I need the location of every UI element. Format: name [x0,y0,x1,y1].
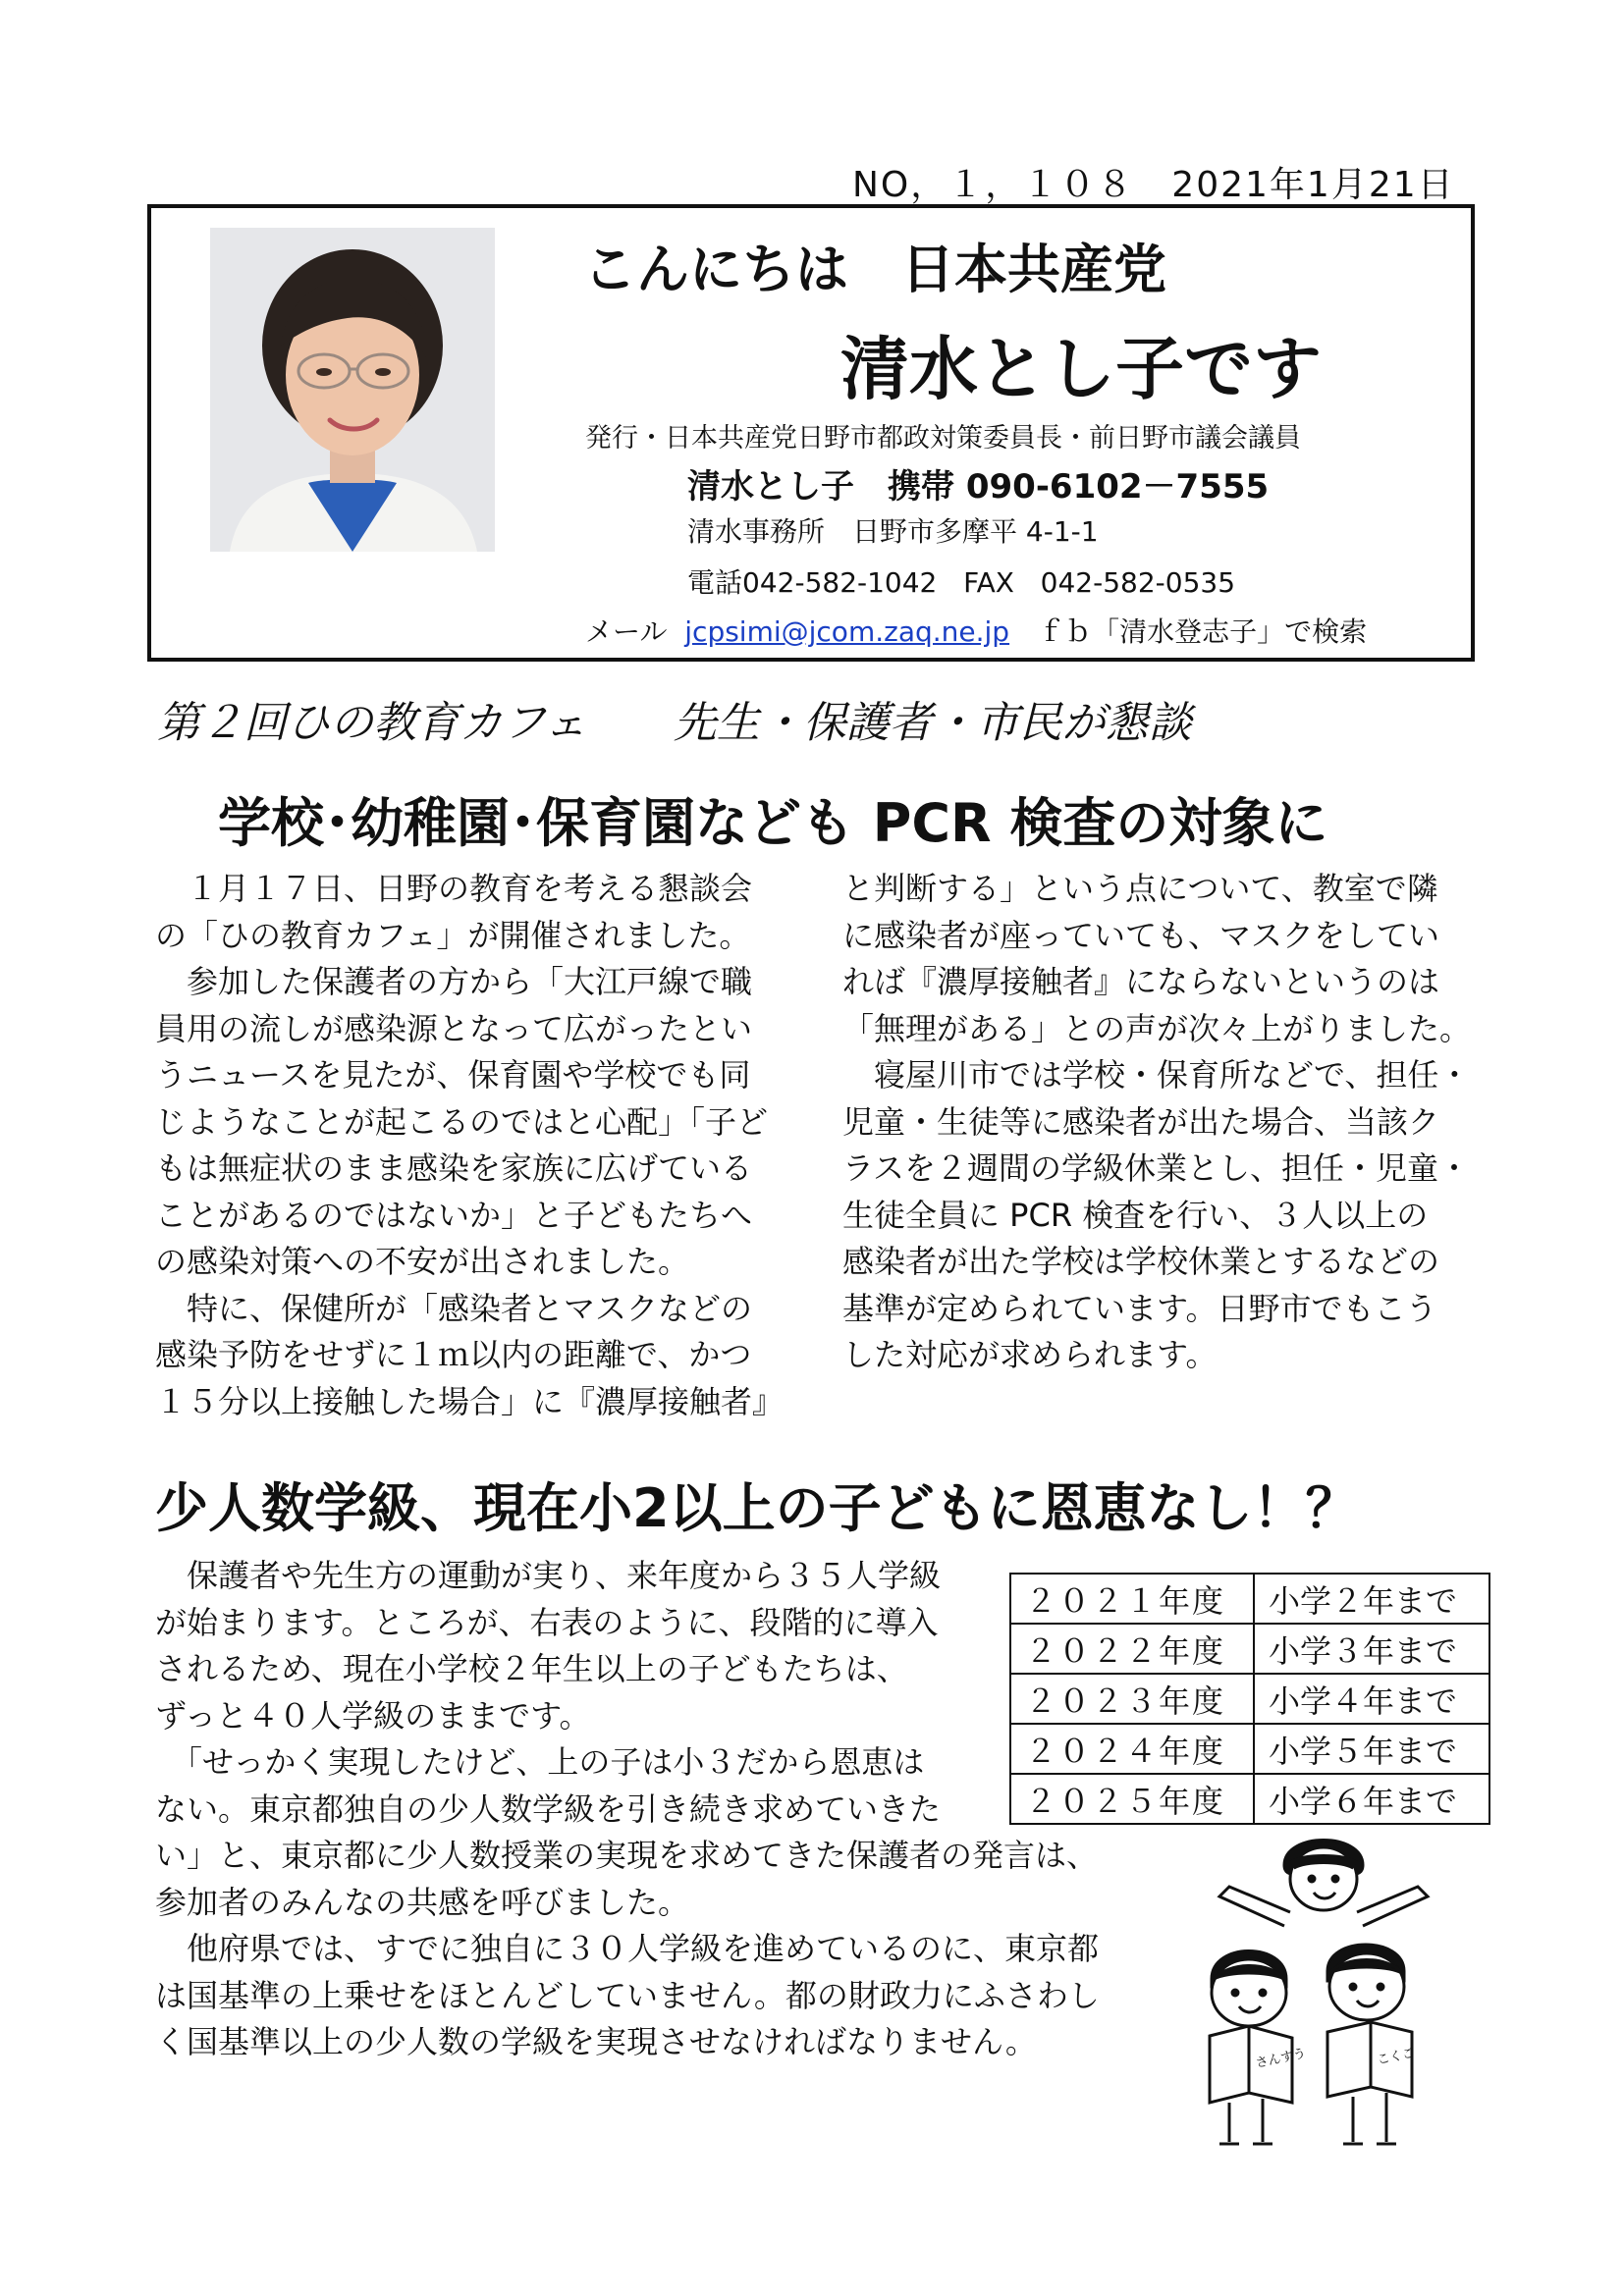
class-size-schedule-table [1009,1573,1490,1825]
contact-name: 清水とし子 携帯 [687,467,954,507]
publisher-line: 発行・日本共産党日野市都政対策委員長・前日野市議会議員 [585,423,1301,454]
facebook-note: ｆｂ「清水登志子」で検索 [1037,615,1368,648]
text-line: 特に、保健所が「感染者とマスクなどの [155,1289,753,1327]
text-line: じようなことが起こるのではと心配」「子ど [155,1102,769,1141]
headline-small-classes: 少人数学級、現在小2以上の子どもに恩恵なし！？ [155,1477,1359,1539]
text-line: もは無症状のまま感染を家族に広げている [155,1149,753,1187]
text-line: れば『濃厚接触者』にならないというのは [842,963,1440,1000]
fax-number: 042-582-0535 [1040,566,1236,599]
text-line: 「せっかく実現したけど、上の子は小３だから恩恵は [155,1743,925,1781]
text-line: く国基準以上の少人数の学級を実現させなければなりません。 [155,2023,1037,2060]
year-cell: ２０２２年度 [1010,1624,1254,1674]
text-line: 生徒全員に PCR 検査を行い、３人以上の [842,1196,1429,1234]
text-line: 感染予防をせずに１ｍ以内の距離で、かつ [155,1336,752,1373]
text-line: の「ひの教育カフェ」が開催されました。 [155,916,751,954]
text-line: ずっと４０人学級のままです。 [155,1696,591,1735]
text-line: が始まります。ところが、右表のように、段階的に導入 [155,1603,939,1641]
text-line: 員用の流しが感染源となって広がったとい [155,1009,753,1047]
book-label-japanese: こくご [1376,2046,1417,2068]
phone-number: 042-582-1042 [742,566,938,599]
table-row [1010,1624,1489,1674]
issue-line [852,157,1455,207]
text-line: 感染者が出た学校は学校休業とするなどの [842,1243,1440,1280]
office-label: 清水事務所 [687,515,826,548]
fax-label: FAX [963,566,1014,599]
headline-pcr: 学校･幼稚園･保育園なども PCR 検査の対象に [218,792,1328,854]
event-kicker: 第２回ひの教育カフェ 先生・保護者・市民が懇談 [157,698,1192,748]
text-line: に感染者が座っていても、マスクをしてい [842,916,1440,954]
text-line: 参加した保護者の方から「大江戸線で職 [155,963,753,1000]
issue-date: 2021年1月21日 [1171,165,1455,205]
text-line: ラスを２週間の学級休業とし、担任・児童・ [842,1149,1471,1187]
grade-cell: 小学４年まで [1254,1674,1489,1724]
text-line: 「無理がある」との声が次々上がりました。 [842,1009,1472,1047]
text-line: １５分以上接触した場合」に『濃厚接触者』 [155,1382,785,1420]
office-line [687,510,1099,550]
mail-line [585,611,1367,650]
year-cell: ２０２４年度 [1010,1724,1254,1774]
year-cell: ２０２３年度 [1010,1674,1254,1724]
text-line: と判断する」という点について、教室で隣 [842,870,1438,907]
text-line: は国基準の上乗せをほとんどしていません。都の財政力にふさわし [155,1976,1100,2014]
text-line: ことがあるのではないか」と子どもたちへ [155,1196,753,1234]
office-address: 日野市多摩平 4-1-1 [852,515,1099,548]
table-row [1010,1674,1489,1724]
article-section2-upper [155,1553,1000,1833]
book-label-math: さんすう [1254,2046,1308,2072]
grade-cell: 小学２年まで [1254,1574,1489,1624]
article-column-left [155,866,795,1425]
year-cell: ２０２１年度 [1010,1574,1254,1624]
text-line: ない。東京都独自の少人数学級を引き続き求めていきた [155,1789,942,1828]
text-line: した対応が求められます。 [842,1336,1218,1373]
table-row [1010,1724,1489,1774]
phone-fax-line [687,561,1235,601]
greeting-heading: こんにちは 日本共産党 [583,239,1166,300]
text-line: 児童・生徒等に感染者が出た場合、当該ク [842,1102,1440,1141]
children-reading-icon [1190,1814,1457,2158]
text-line: 他府県では、すでに独自に３０人学級を進めているのに、東京都 [155,1930,1099,1967]
article-section2-lower [155,1833,1166,2066]
text-line: されるため、現在小学校２年生以上の子どもたちは、 [155,1650,908,1687]
portrait-photo [210,228,495,552]
article-column-right [842,866,1483,1379]
text-line: 基準が定められています。日野市でもこう [842,1289,1437,1327]
portrait-icon [210,228,495,552]
text-line: 参加者のみんなの共感を呼びました。 [155,1883,690,1921]
year-cell: ２０２５年度 [1010,1774,1254,1824]
text-line: の感染対策への不安が出されました。 [155,1243,690,1280]
mail-label: メール [585,615,668,648]
grade-cell: 小学５年まで [1254,1724,1489,1774]
name-title-heading: 清水とし子です [840,329,1322,409]
phone-label: 電話 [687,566,743,599]
text-line: 保護者や先生方の運動が実り、来年度から３５人学級 [155,1557,942,1594]
text-line: い」と、東京都に少人数授業の実現を求めてきた保護者の発言は、 [155,1837,1099,1874]
contact-name-line [687,459,1269,507]
mail-link[interactable]: jcpsimi@jcom.zaq.ne.jp [684,615,1010,648]
table-row [1010,1574,1489,1624]
grade-cell: 小学３年まで [1254,1624,1489,1674]
children-reading-illustration [1190,1814,1457,2158]
issue-number: NO，１，１０８ [852,165,1135,205]
mobile-number: 090-6102－7555 [965,467,1270,507]
text-line: うニュースを見たが、保育園や学校でも同 [155,1056,751,1094]
text-line: 寝屋川市では学校・保育所などで、担任・ [842,1056,1471,1094]
text-line: １月１７日、日野の教育を考える懇談会 [155,870,753,907]
grade-cell: 小学６年まで [1254,1774,1489,1824]
